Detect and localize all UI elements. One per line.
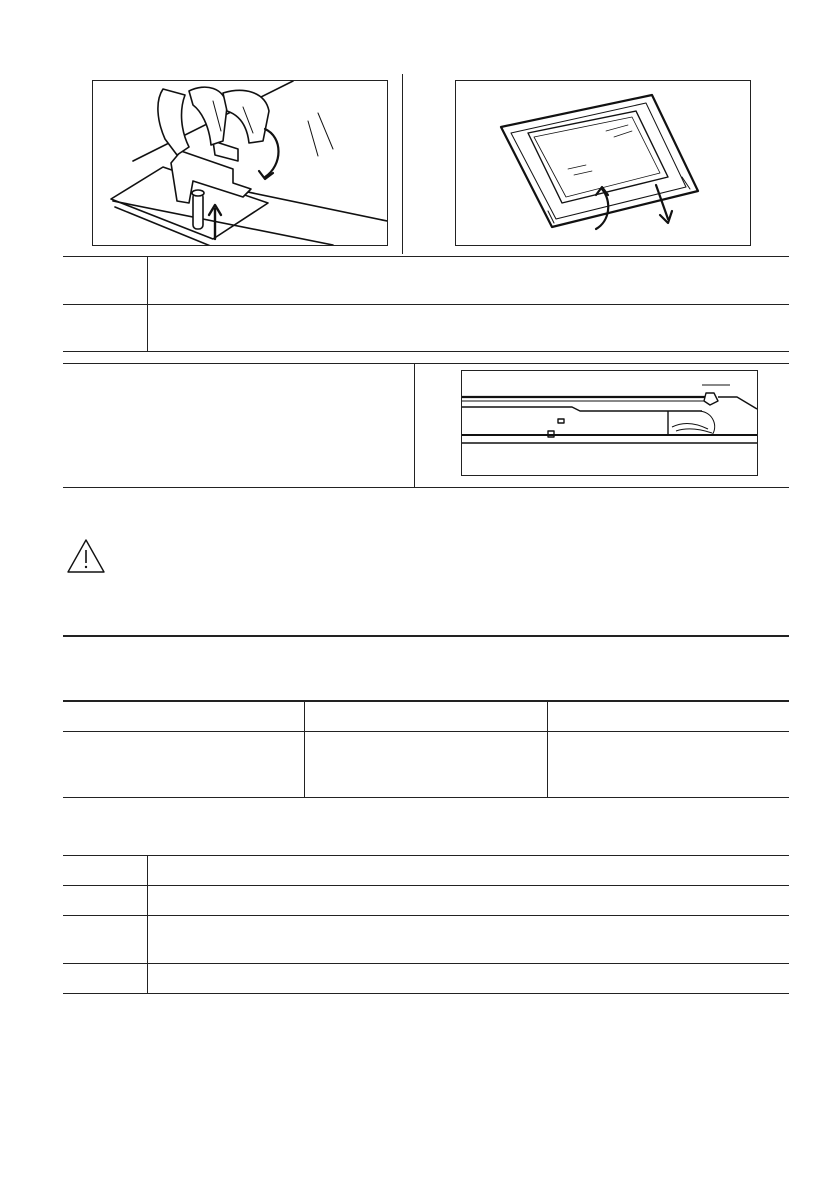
table-col-rule-1 xyxy=(304,700,305,797)
steps-2-row-rule xyxy=(63,915,789,916)
warning-triangle-icon xyxy=(66,538,106,574)
detail-bottom-rule xyxy=(63,487,789,488)
steps-2-row-rule xyxy=(63,963,789,964)
table-top-rule xyxy=(63,700,789,702)
steps-2-col-rule xyxy=(147,855,148,993)
door-trim-cross-section-illustration xyxy=(462,371,757,475)
table-col-rule-2 xyxy=(547,700,548,797)
steps-1-bottom-rule xyxy=(63,351,789,352)
steps-2-top-rule xyxy=(63,855,789,856)
steps-1-col-rule xyxy=(147,256,148,351)
detail-col-rule xyxy=(414,363,415,487)
figure-door-trim xyxy=(461,370,758,476)
detail-top-rule xyxy=(63,363,789,364)
figure-door-glass xyxy=(455,80,751,246)
hand-lever-arrow-illustration xyxy=(93,81,387,245)
figure-door-hinge xyxy=(92,80,388,246)
steps-1-top-rule xyxy=(63,256,789,257)
steps-2-row-rule xyxy=(63,885,789,886)
section-rule xyxy=(63,635,789,637)
steps-2-bottom-rule xyxy=(63,993,789,994)
steps-1-row-rule xyxy=(63,304,789,305)
table-bottom-rule xyxy=(63,797,789,798)
table-header-rule xyxy=(63,731,789,732)
figure-divider xyxy=(402,74,403,254)
glass-panel-rotate-arrow-illustration xyxy=(456,81,750,245)
